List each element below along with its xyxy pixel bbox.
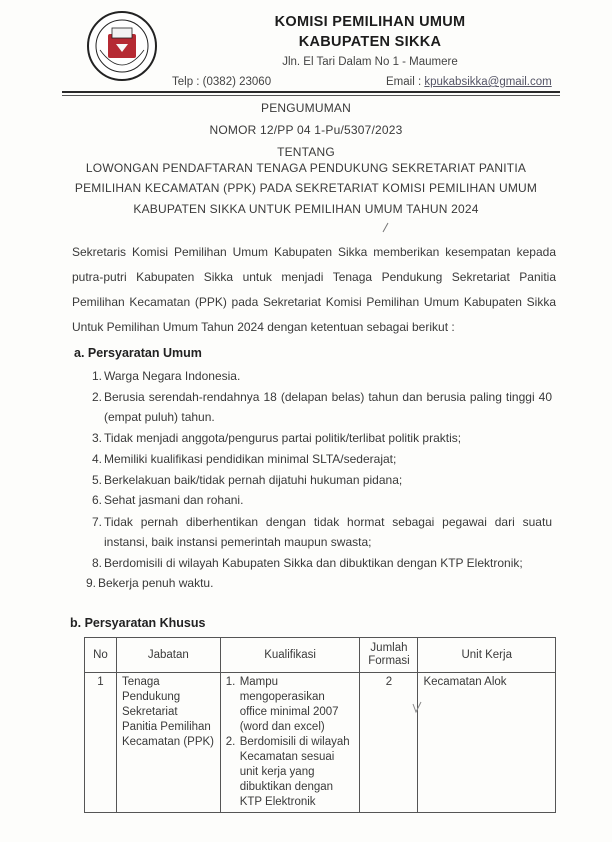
- list-item: [82, 366, 552, 386]
- list-item-text: Warga Negara Indonesia.: [104, 369, 241, 383]
- list-item-text: Bekerja penuh waktu.: [98, 576, 214, 590]
- org-region: KABUPATEN SIKKA: [298, 34, 442, 50]
- col-header-qualification: Kualifikasi: [220, 638, 360, 673]
- col-header-no: No: [85, 638, 117, 673]
- qualification-text: Mampu mengoperasikan office minimal 2007 (word dan excel): [239, 676, 339, 733]
- intro-paragraph: Sekretaris Komisi Pemilihan Umum Kabupaten Sikka memberikan kesempatan kepada putra-putri Kabupaten Sikka untuk menjadi Tenaga Pendukung Sekretariat Panitia Pemilihan Kecamatan (PPK) pada Sekretariat Komisi Pemilihan Umum Kabupaten Sikka Untuk Pemilihan Umum Tahun 2024 dengan ketentuan sebagai berikut :: [72, 245, 556, 334]
- list-item: [76, 573, 546, 593]
- subject-line-2: PEMILIHAN KECAMATAN (PPK) PADA SEKRETARIAT KOMISI PEMILIHAN UMUM: [74, 181, 538, 195]
- list-item-number: 4.: [91, 452, 102, 466]
- section-general-title: a. Persyaratan Umum: [74, 346, 202, 360]
- email-label: Email :: [386, 76, 422, 88]
- list-item-number: 3.: [91, 431, 102, 445]
- table-row: [85, 673, 556, 813]
- cell-quota: 2: [360, 673, 418, 813]
- list-item-number: 5.: [91, 473, 102, 487]
- table-header-row: [85, 638, 556, 673]
- list-item-text: Berusia serendah-rendahnya 18 (delapan belas) tahun dan berusia paling tinggi 40 (empat puluh) tahun.: [104, 390, 552, 424]
- list-item: [82, 387, 552, 427]
- list-item-text: Tidak pernah diberhentikan dengan tidak hormat sebagai pegawai dari suatu instansi, baik instansi pemerintah maupun swasta;: [104, 515, 552, 549]
- list-item: [82, 449, 552, 469]
- letterhead-rule-thin: [62, 95, 560, 96]
- announcement-about: TENTANG: [277, 145, 335, 159]
- col-header-unit: Unit Kerja: [418, 638, 556, 673]
- org-email-row: [386, 76, 552, 88]
- cell-no: 1: [85, 673, 117, 813]
- list-item-number: 2.: [91, 390, 102, 404]
- col-header-position: Jabatan: [116, 638, 220, 673]
- qualification-text: Berdomisili di wilayah Kecamatan sesuai unit kerja yang dibuktikan dengan KTP Elektronik: [239, 736, 350, 808]
- cell-position: Tenaga Pendukung Sekretariat Panitia Pemilihan Kecamatan (PPK): [116, 673, 220, 813]
- cell-unit: Kecamatan Alok: [418, 673, 556, 813]
- org-phone: Telp : (0382) 23060: [172, 76, 272, 88]
- list-item: [82, 490, 552, 510]
- list-item: [82, 428, 552, 448]
- list-item-number: 7.: [91, 515, 102, 529]
- letterhead-rule: [62, 91, 560, 93]
- section-special-title: b. Persyaratan Khusus: [70, 616, 206, 630]
- list-item-text: Berkelakuan baik/tidak pernah dijatuhi hukuman pidana;: [104, 473, 403, 487]
- org-name: KOMISI PEMILIHAN UMUM: [274, 14, 466, 30]
- list-item-text: Tidak menjadi anggota/pengurus partai politik/terlibat politik praktis;: [104, 431, 462, 445]
- announcement-heading: PENGUMUMAN: [260, 101, 351, 115]
- col-header-quota: Jumlah Formasi: [360, 638, 418, 673]
- list-item-number: 6.: [91, 493, 102, 507]
- qualification-item: [226, 675, 355, 735]
- list-item: [82, 512, 552, 552]
- list-item: [82, 553, 552, 573]
- qualification-item: [226, 735, 355, 810]
- list-item-text: Berdomisili di wilayah Kabupaten Sikka dan dibuktikan dengan KTP Elektronik;: [104, 556, 523, 570]
- list-item-text: Memiliki kualifikasi pendidikan minimal SLTA/sederajat;: [104, 452, 397, 466]
- kpu-logo: [86, 10, 158, 82]
- list-item-number: 9.: [85, 576, 96, 590]
- pen-tick-icon: [410, 700, 424, 714]
- announcement-number: NOMOR 12/PP 04 1-Pu/5307/2023: [209, 123, 403, 137]
- cell-qualifications: [220, 673, 360, 813]
- list-item-text: Sehat jasmani dan rohani.: [104, 493, 244, 507]
- subject-line-3: KABUPATEN SIKKA UNTUK PEMILIHAN UMUM TAHUN 2024: [133, 202, 479, 216]
- qualification-number: 1.: [225, 676, 236, 688]
- list-item-number: 8.: [91, 556, 102, 570]
- requirements-table: [84, 637, 556, 813]
- list-item: [82, 470, 552, 490]
- list-item-number: 1.: [91, 369, 102, 383]
- email-link[interactable]: kpukabsikka@gmail.com: [424, 76, 552, 88]
- qualification-number: 2.: [225, 736, 236, 748]
- subject-line-1: LOWONGAN PENDAFTARAN TENAGA PENDUKUNG SEKRETARIAT PANITIA: [85, 161, 527, 175]
- pen-mark-icon: [380, 222, 390, 234]
- org-address: Jln. El Tari Dalam No 1 - Maumere: [282, 56, 458, 68]
